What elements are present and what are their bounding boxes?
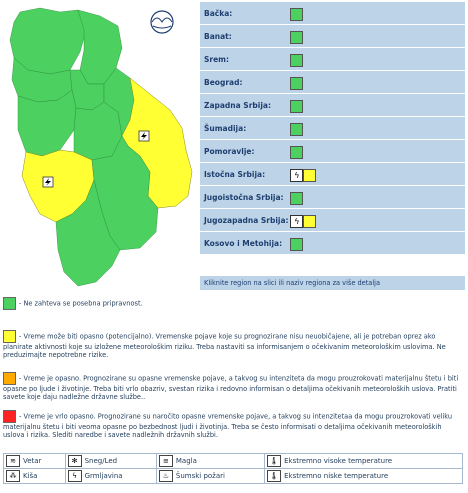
thunderstorm-icon bbox=[43, 177, 53, 187]
icon-legend bbox=[3, 453, 463, 484]
icon-legend-item bbox=[4, 469, 66, 484]
legend-item bbox=[3, 410, 463, 439]
icon-legend-label: Šumski požari bbox=[175, 472, 225, 480]
hint-text: Kliknite region na slici ili naziv regiona za više detalja bbox=[200, 276, 465, 290]
region-name[interactable]: Banat: bbox=[200, 25, 290, 48]
region-name[interactable]: Beograd: bbox=[200, 71, 290, 94]
icon-legend-item bbox=[265, 454, 463, 469]
icon-legend-row bbox=[4, 454, 463, 469]
region-row[interactable] bbox=[200, 140, 465, 163]
warning-map bbox=[0, 0, 200, 290]
rain-icon: ⁂ bbox=[6, 470, 20, 482]
region-warning-table bbox=[200, 2, 465, 255]
icon-legend-label: Ekstremno visoke temperature bbox=[284, 457, 393, 465]
thunderstorm-icon bbox=[139, 131, 149, 141]
legend-text: - Vreme je vrlo opasno. Prognozirane su naročito opasne vremenske pojave, a takvog su intenzitetaa da mogu prouzrokovati veliku materijalnu štetu i biti veoma opasne po bezbednost ljudi i životinja. Treba se često informisati o detaljima očekivanih meteoroloških uslova i rizika. Slediti naredbe i savete nadležnih državnih službi. bbox=[3, 412, 453, 440]
legend-swatch bbox=[3, 297, 16, 310]
region-row[interactable] bbox=[200, 48, 465, 71]
region-status bbox=[290, 25, 465, 48]
warning-level-green bbox=[290, 146, 303, 159]
region-row[interactable] bbox=[200, 117, 465, 140]
icon-legend-label: Kiša bbox=[23, 472, 38, 480]
warning-level-green bbox=[290, 8, 303, 21]
warning-level-green bbox=[290, 31, 303, 44]
legend-item bbox=[3, 372, 463, 401]
region-row[interactable] bbox=[200, 2, 465, 25]
region-status bbox=[290, 209, 465, 232]
logo bbox=[151, 11, 173, 33]
region-name[interactable]: Jugozapadna Srbija: bbox=[200, 209, 290, 232]
region-name[interactable]: Zapadna Srbija: bbox=[200, 94, 290, 117]
warning-level-green bbox=[290, 123, 303, 136]
region-name[interactable]: Srem: bbox=[200, 48, 290, 71]
thunderstorm-icon: ϟ bbox=[290, 215, 303, 228]
region-name[interactable]: Istočna Srbija: bbox=[200, 163, 290, 186]
icon-legend-label: Sneg/Led bbox=[84, 457, 118, 465]
legend-text: - Vreme može biti opasno (potencijalno). Vremenske pojave koje su prognozirane nisu neuobičajene, ali je potreban oprez ako planirate aktivnosti koje su izložene meteorološkim riziku. Treba nastaviti sa informisanjem o očekivanim meteorološkim uslovima. Ne preduzimajte nepotrebne rizike. bbox=[3, 332, 446, 360]
legend-item bbox=[3, 330, 463, 359]
region-status bbox=[290, 94, 465, 117]
icon-legend-label: Grmljavina bbox=[84, 472, 123, 480]
icon-legend-item bbox=[65, 469, 156, 484]
extreme-high-temperature-icon: 🌡 bbox=[267, 455, 281, 467]
region-status bbox=[290, 232, 465, 255]
region-status bbox=[290, 117, 465, 140]
legend-swatch bbox=[3, 372, 16, 385]
region-row[interactable] bbox=[200, 163, 465, 186]
icon-legend-item bbox=[156, 469, 264, 484]
region-name[interactable]: Bačka: bbox=[200, 2, 290, 25]
warning-level-yellow bbox=[303, 169, 316, 182]
legend-swatch bbox=[3, 330, 16, 343]
icon-legend-row bbox=[4, 469, 463, 484]
region-row[interactable] bbox=[200, 232, 465, 255]
forest-fire-icon: ♨ bbox=[159, 470, 173, 482]
warning-level-green bbox=[290, 192, 303, 205]
region-row[interactable] bbox=[200, 209, 465, 232]
region-name[interactable]: Šumadija: bbox=[200, 117, 290, 140]
region-name[interactable]: Kosovo i Metohija: bbox=[200, 232, 290, 255]
warning-level-green bbox=[290, 54, 303, 67]
region-name[interactable]: Pomoravlje: bbox=[200, 140, 290, 163]
snow-ice-icon: ✻ bbox=[68, 455, 82, 467]
region-status bbox=[290, 2, 465, 25]
icon-legend-label: Vetar bbox=[23, 457, 42, 465]
region-row[interactable] bbox=[200, 25, 465, 48]
legend-swatch bbox=[3, 410, 16, 423]
extreme-low-temperature-icon: 🌡 bbox=[267, 470, 281, 482]
region-row[interactable] bbox=[200, 186, 465, 209]
icon-legend-item bbox=[65, 454, 156, 469]
fog-icon: ≡ bbox=[159, 455, 173, 467]
thunderstorm-icon: ϟ bbox=[68, 470, 82, 482]
warning-level-green bbox=[290, 77, 303, 90]
region-status bbox=[290, 48, 465, 71]
wind-icon: ≋ bbox=[6, 455, 20, 467]
warning-level-green bbox=[290, 238, 303, 251]
region-name[interactable]: Jugoistočna Srbija: bbox=[200, 186, 290, 209]
icon-legend-label: Magla bbox=[175, 457, 197, 465]
thunderstorm-icon: ϟ bbox=[290, 169, 303, 182]
region-status bbox=[290, 186, 465, 209]
icon-legend-item bbox=[4, 454, 66, 469]
region-row[interactable] bbox=[200, 94, 465, 117]
warning-level-yellow bbox=[303, 215, 316, 228]
icon-legend-item bbox=[156, 454, 264, 469]
legend-text: - Vreme je opasno. Prognozirane su opasne vremenske pojave, a takvog su intenziteta da mogu prouzrokovati materijalnu štetu i biti opasne po ljude i životinje. Treba biti vrlo obazriv, svestan rizika i redovno informisan o detaljima očekivanih meteoroloških uslova. Pratiti savete koje daju nadležne državne službe.. bbox=[3, 374, 459, 402]
region-row[interactable] bbox=[200, 71, 465, 94]
legend-text: - Ne zahteva se posebna pripravnost. bbox=[19, 299, 143, 308]
region-status bbox=[290, 71, 465, 94]
icon-legend-item bbox=[265, 469, 463, 484]
legend-item bbox=[3, 297, 463, 310]
warning-level-green bbox=[290, 100, 303, 113]
region-status bbox=[290, 140, 465, 163]
icon-legend-label: Ekstremno niske temperature bbox=[284, 472, 389, 480]
region-status bbox=[290, 163, 465, 186]
